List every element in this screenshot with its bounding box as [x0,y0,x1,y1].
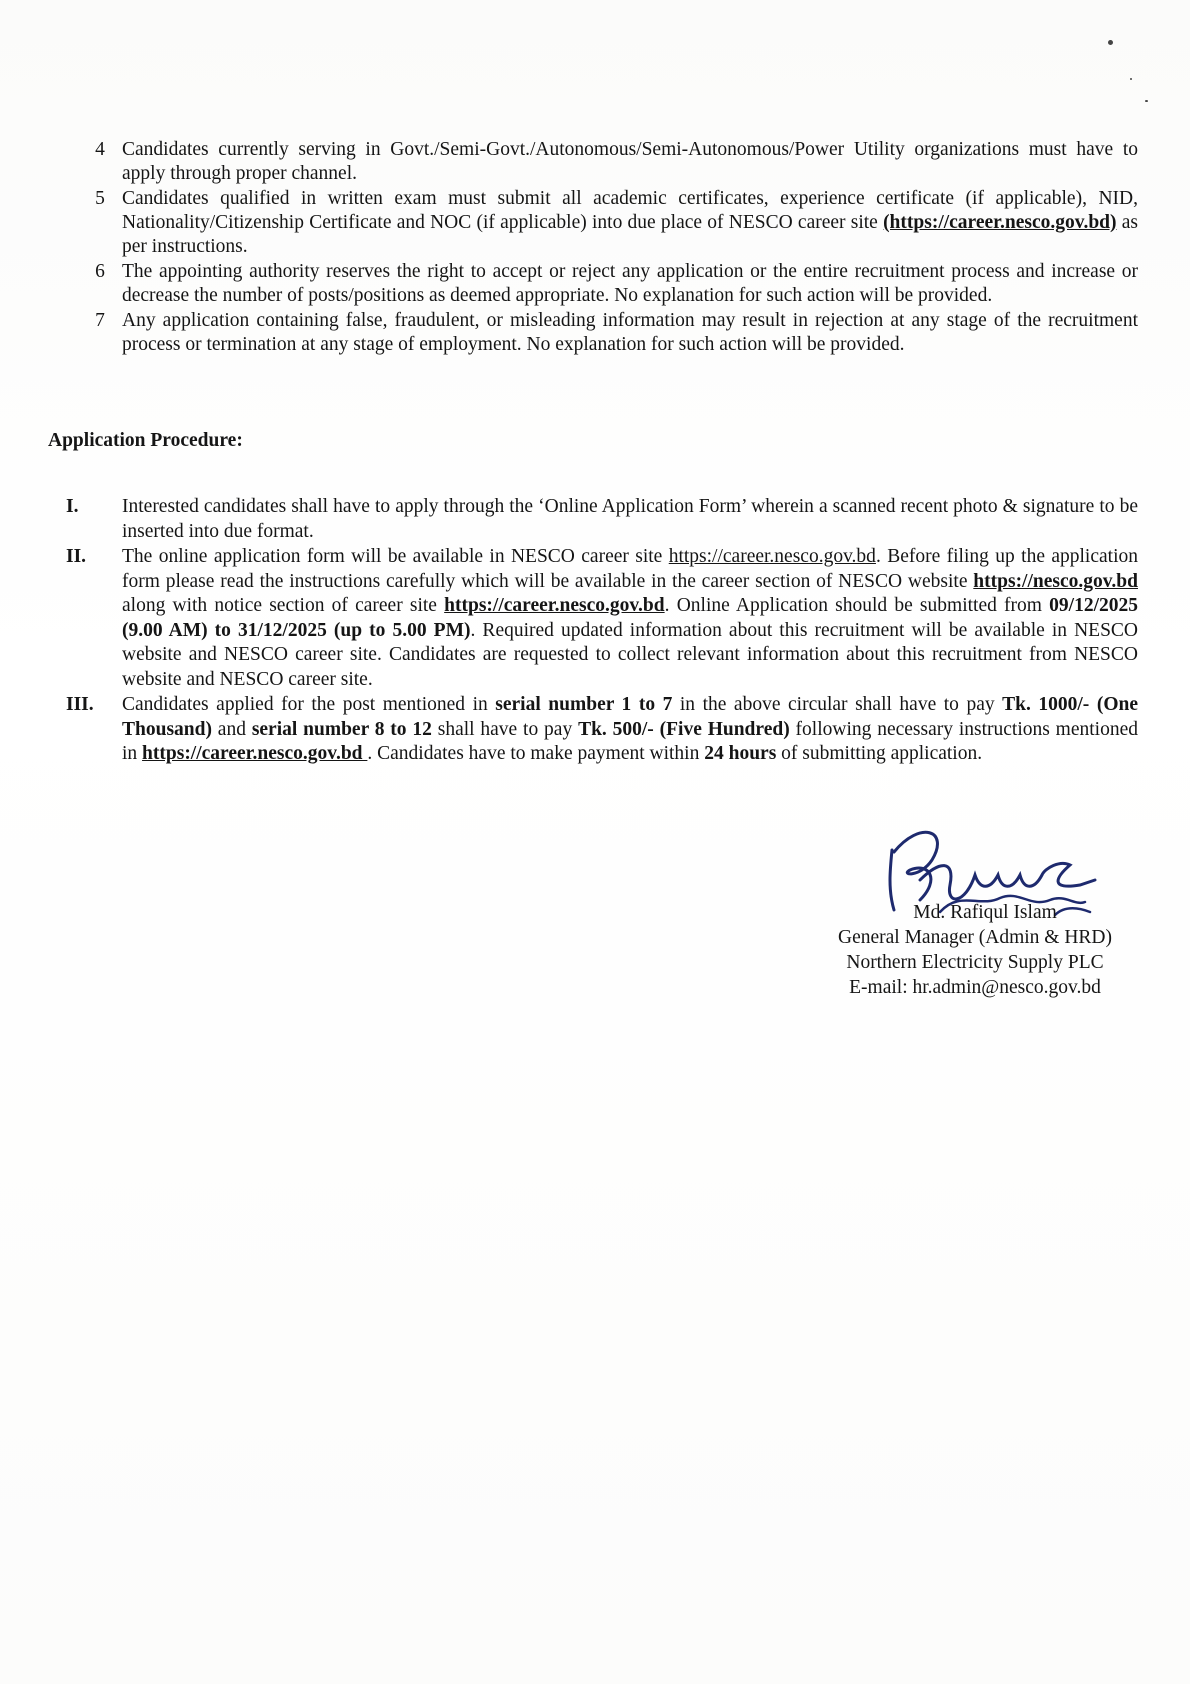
body-text: Candidates applied for the post mentioned in [122,694,496,715]
body-text: in the above circular shall have to pay [672,694,1003,715]
url-link[interactable]: https://nesco.gov.bd [973,570,1138,592]
condition-item-text [122,187,1138,259]
condition-item-text [122,138,1138,186]
signatory-email: E-mail: hr.admin@nesco.gov.bd [849,977,1101,998]
condition-item-number: 4 [95,139,105,160]
body-text: following necessary instructions mentioned in [122,718,1138,764]
body-text: Any application containing false, fraudulent, or misleading information may result in rejection at any stage of the recruitment process or termination at any stage of employment. No explanation for such action will be provided. [122,310,1138,355]
emphasis-text: 24 hours [704,743,777,764]
procedure-item-text [122,693,1138,767]
body-text: The online application form will be available in NESCO career site [122,546,669,567]
condition-item-text [122,309,1138,357]
condition-item-number: 5 [95,188,105,209]
body-text: and [211,718,252,740]
url-link[interactable]: (https://career.nesco.gov.bd) [883,212,1117,233]
procedure-item [56,495,1138,544]
emphasis-text: Tk. 500/- (Five Hundred) [578,718,790,740]
body-text: . Candidates have to make payment within [367,743,705,764]
body-text: along with notice section of career site [122,595,445,616]
procedure-item-number: II. [66,546,87,567]
procedure-list [56,495,1138,768]
condition-item [78,260,1138,308]
procedure-item [56,545,1138,692]
signatory-title: General Manager (Admin & HRD) [838,927,1112,948]
url-link[interactable]: https://career.nesco.gov.bd [444,595,665,616]
procedure-item [56,693,1138,767]
condition-item [78,138,1138,186]
procedure-item-text [122,495,1138,544]
body-text: as per instructions. [122,212,1138,257]
condition-item-text [122,260,1138,308]
condition-item [78,309,1138,357]
signatory-organization: Northern Electricity Supply PLC [846,952,1104,973]
emphasis-text: 09/12/2025 (9.00 AM) to 31/12/2025 (up to 5.00 PM) [122,595,1138,641]
url-link[interactable]: https://career.nesco.gov.bd [142,743,368,764]
application-procedure-heading: Application Procedure: [48,430,243,451]
emphasis-text: serial number 1 to 7 [495,694,673,715]
body-text: of submitting application. [776,743,983,764]
scan-speck [1145,100,1148,102]
signature-block [810,900,1140,1000]
body-text: Interested candidates shall have to apply through the ‘Online Application Form’ wherein a scanned recent photo & signature to be inserted into due format. [122,496,1138,542]
condition-item-number: 7 [95,310,105,331]
conditions-list [78,138,1138,358]
body-text: Candidates currently serving in Govt./Semi-Govt./Autonomous/Semi-Autonomous/Power Utility organizations must have to apply through proper channel. [122,139,1138,184]
signatory-name: Md. Rafiqul Islam [913,902,1057,923]
url-link[interactable]: https://career.nesco.gov.bd [668,546,876,567]
body-text: . Online Application should be submitted from [664,595,1050,616]
body-text: shall have to pay [431,718,579,740]
body-text: Candidates qualified in written exam must submit all academic certificates, experience certificate (if applicable), NID, Nationality/Citizenship Certificate and NOC (if applicable) into due place of NESCO career site [122,188,1138,233]
condition-item-number: 6 [95,261,105,282]
condition-item [78,187,1138,259]
body-text: The appointing authority reserves the right to accept or reject any application or the entire recruitment process and increase or decrease the number of posts/positions as deemed appropriate. No explanation for such action will be provided. [122,261,1138,306]
body-text: . Required updated information about this recruitment will be available in NESCO website and NESCO career site. Candidates are requested to collect relevant information about this recruitment from NESCO website and NESCO career site. [122,619,1138,690]
scan-speck [1130,78,1132,80]
procedure-item-text [122,545,1138,692]
body-text: . Before filing up the application form please read the instructions carefully which will be available in the career section of NESCO website [122,546,1138,592]
procedure-item-number: III. [66,694,94,715]
emphasis-text: Tk. 1000/- (One Thousand) [122,694,1138,740]
procedure-item-number: I. [66,496,79,517]
scan-speck [1108,40,1113,45]
emphasis-text: serial number 8 to 12 [251,718,432,740]
